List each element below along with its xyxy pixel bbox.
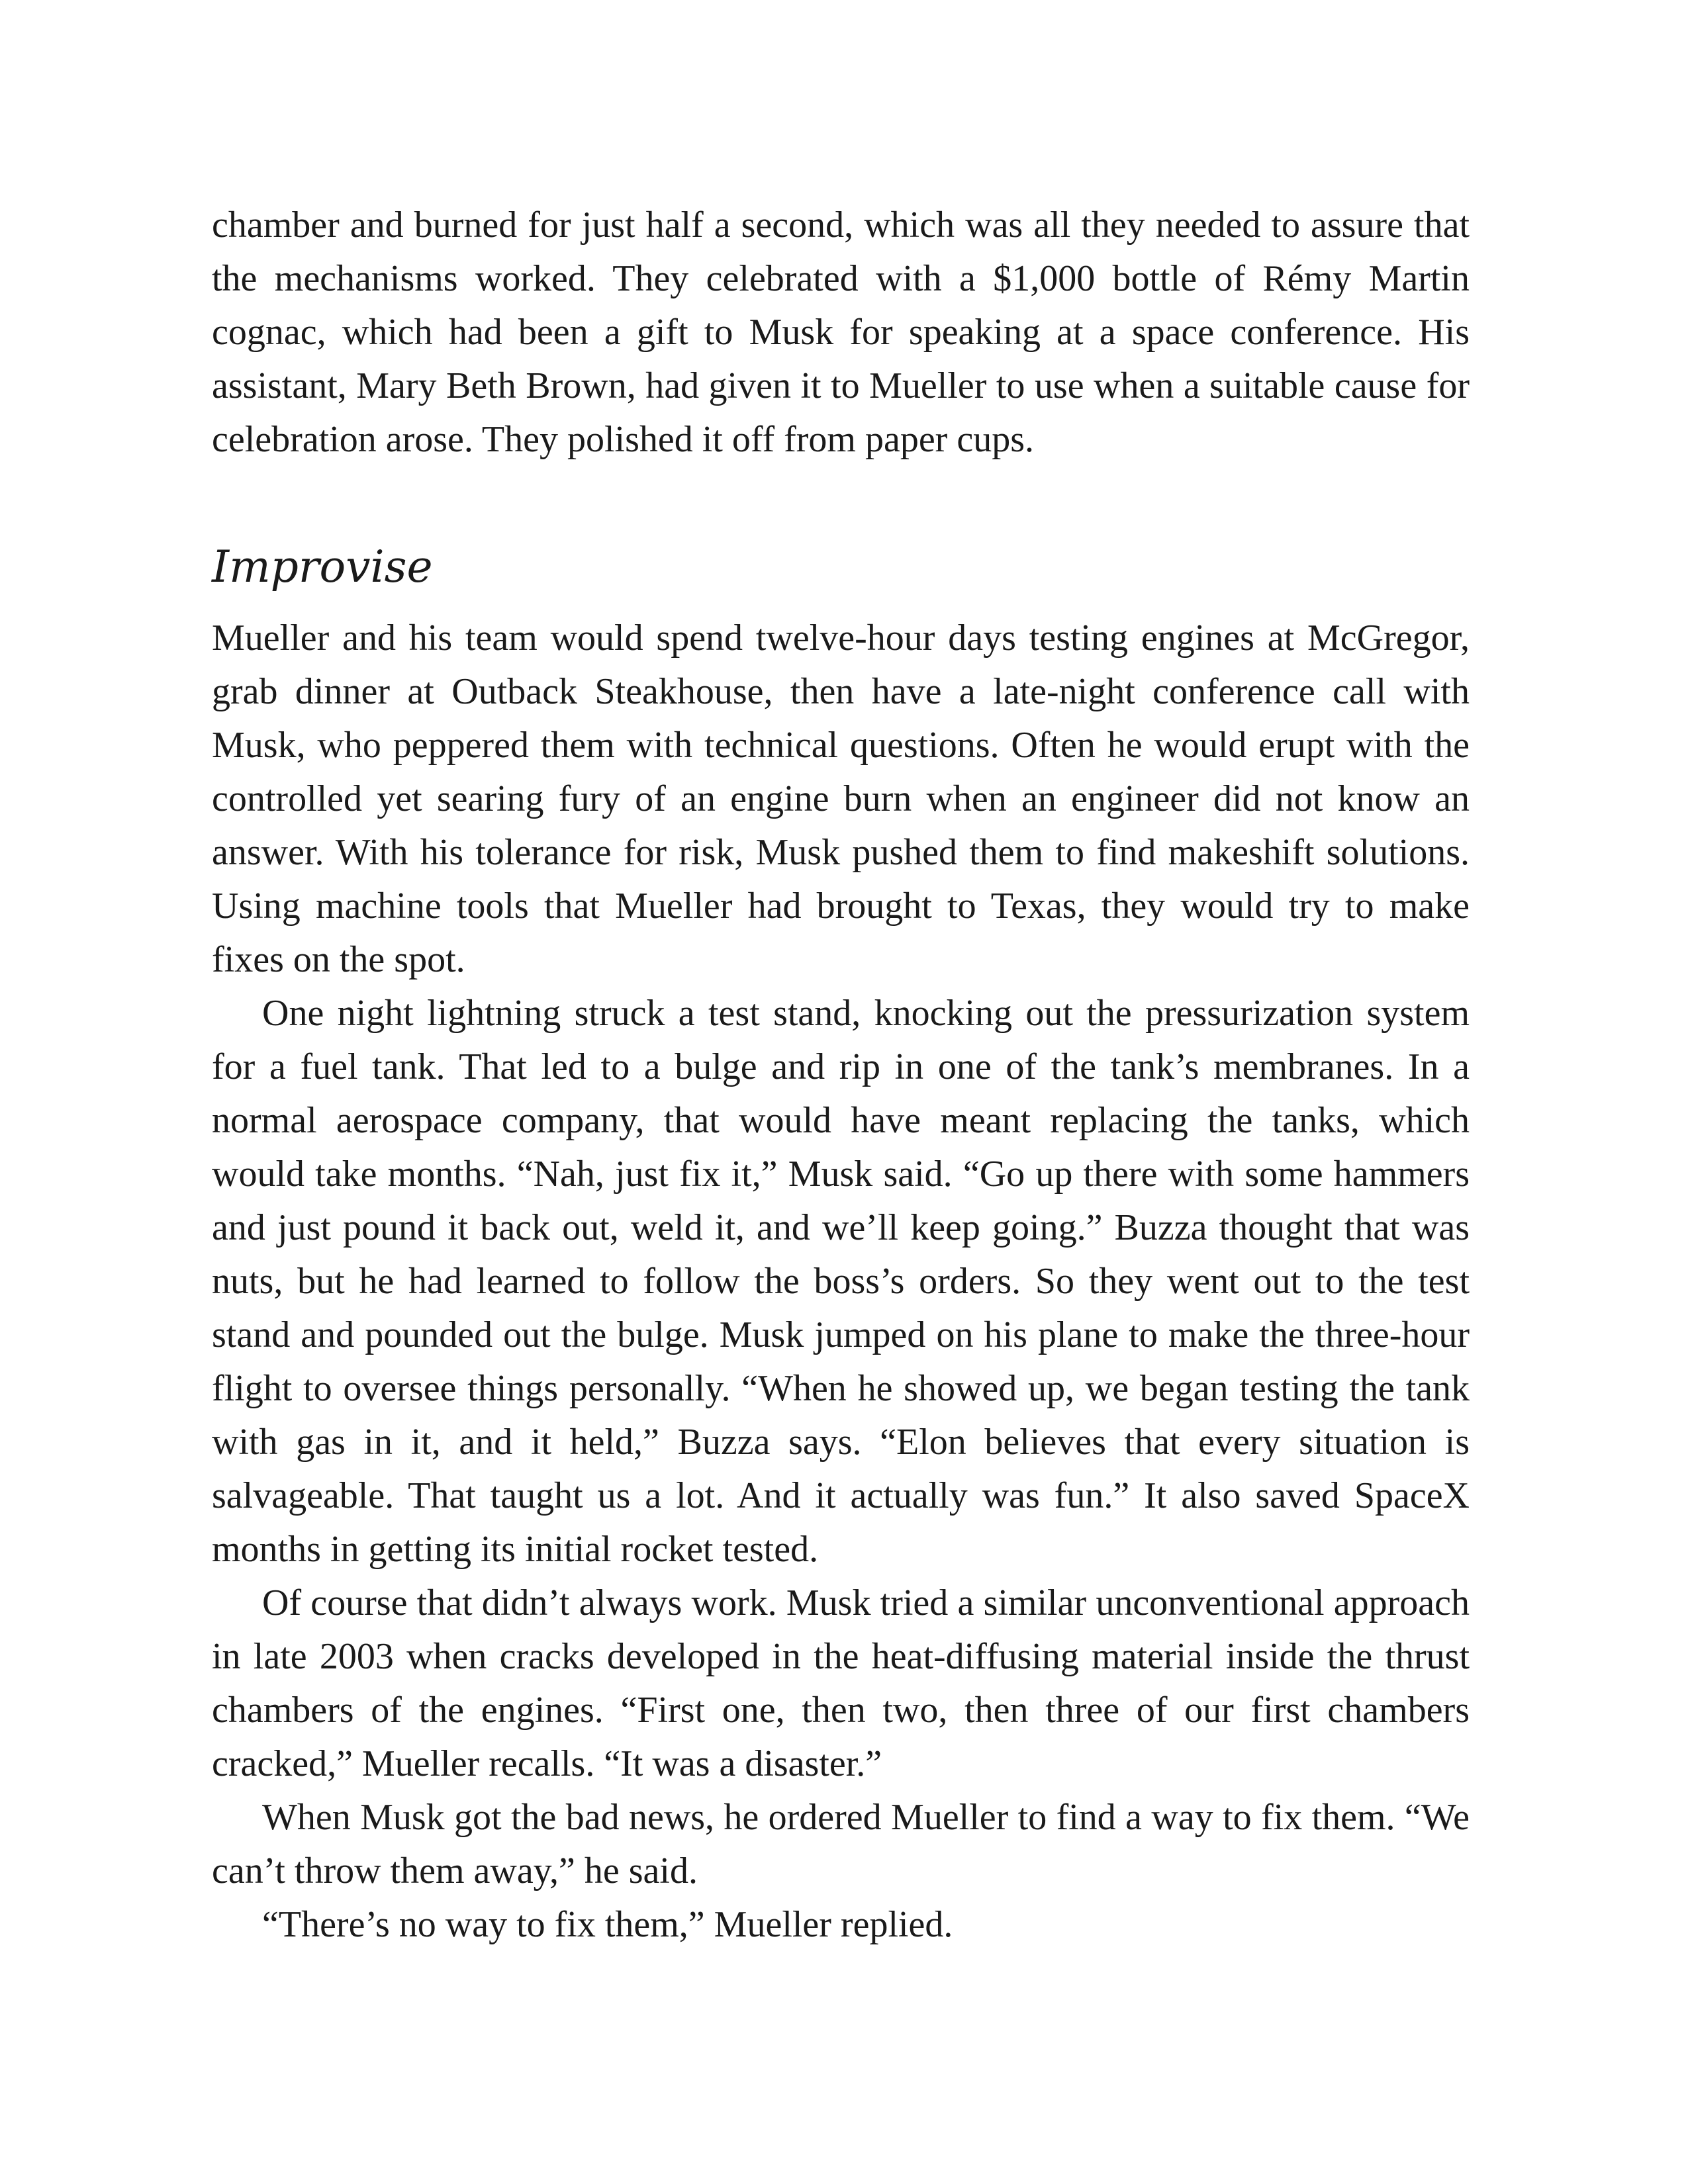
section-heading: Improvise — [212, 541, 433, 592]
body-paragraph-1: Mueller and his team would spend twelve-hour days testing engines at McGregor, grab dinner at Outback Steakhouse, then have a late-night conference call with Musk, who peppered them with technical questions. Often he would erupt with the controlled yet searing fury of an engine burn when an engineer did not know an answer. With his tolerance for risk, Musk pushed them to find makeshift solutions. Using machine tools that Mueller had brought to Texas, they would try to make fixes on the spot. — [212, 617, 1470, 980]
body-paragraph-3: Of course that didn’t always work. Musk tried a similar unconventional approach in late 2003 when cracks developed in the heat-diffusing material inside the thrust chambers of the engines. “First one, then two, then three of our first chambers cracked,” Mueller recalls. “It was a disaster.” — [212, 1582, 1470, 1784]
book-page — [212, 199, 1470, 1952]
body-paragraph-4: When Musk got the bad news, he ordered Mueller to find a way to fix them. “We can’t throw them away,” he said. — [212, 1797, 1470, 1891]
opening-paragraph: chamber and burned for just half a second, which was all they needed to assure that the mechanisms worked. They celebrated with a $1,000 bottle of Rémy Martin cognac, which had been a gift to Musk for speaking at a space conference. His assistant, Mary Beth Brown, had given it to Mueller to use when a suitable cause for celebration arose. They polished it off from paper cups. — [212, 205, 1470, 460]
body-paragraph-5: “There’s no way to fix them,” Mueller replied. — [262, 1904, 953, 1945]
body-paragraph-2: One night lightning struck a test stand, knocking out the pressurization system for a fuel tank. That led to a bulge and rip in one of the tank’s membranes. In a normal aerospace company, that would have meant replacing the tanks, which would take months. “Nah, just fix it,” Musk said. “Go up there with some hammers and just pound it back out, weld it, and we’ll keep going.” Buzza thought that was nuts, but he had learned to follow the boss’s orders. So they went out to the test stand and pounded out the bulge. Musk jumped on his plane to make the three-hour flight to oversee things personally. “When he showed up, we began testing the tank with gas in it, and it held,” Buzza says. “Elon believes that every situation is salvageable. That taught us a lot. And it actually was fun.” It also saved SpaceX months in getting its initial rocket tested. — [212, 993, 1470, 1570]
